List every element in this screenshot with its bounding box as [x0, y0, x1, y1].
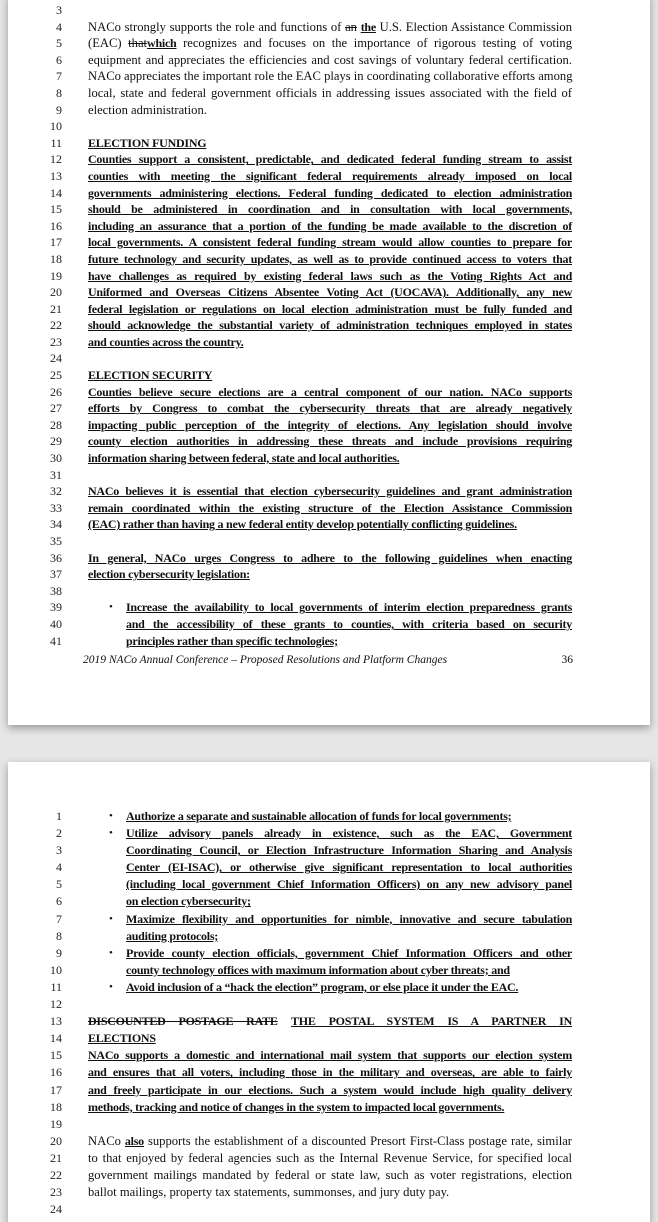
- text: (EAC): [88, 36, 129, 51]
- document-line: [8, 859, 650, 876]
- line-number: 1: [56, 809, 62, 823]
- document-line: [8, 234, 650, 251]
- line-number: 21: [50, 301, 62, 316]
- page-number: 36: [561, 654, 573, 666]
- line-text: [88, 317, 572, 334]
- document-line: [8, 1184, 650, 1201]
- line-number: 14: [50, 1031, 62, 1046]
- line-number: 16: [50, 1065, 62, 1080]
- line-text: [126, 945, 572, 962]
- inserted-text: local governments. A consistent federal funding stream would allow counties to prepare for: [88, 235, 572, 250]
- inserted-text: also: [124, 1133, 144, 1148]
- document-line: [8, 35, 650, 52]
- line-text: [88, 1184, 572, 1201]
- line-text: [88, 516, 572, 533]
- line-text: [88, 1099, 572, 1116]
- document-line: [8, 533, 650, 550]
- line-text: [88, 384, 572, 401]
- text: ballot mailings, property tax statements, summonses, and jury duty pay.: [88, 1185, 450, 1200]
- line-number: 30: [50, 451, 62, 466]
- line-text: [88, 19, 572, 36]
- inserted-text: and counties across the country.: [88, 334, 244, 349]
- document-line: [8, 842, 650, 859]
- line-number: 18: [50, 1099, 62, 1114]
- document-line: [8, 1030, 650, 1047]
- line-text: [88, 483, 572, 500]
- document-line: [8, 911, 650, 928]
- document-line: [8, 201, 650, 218]
- line-number: 8: [56, 928, 62, 943]
- line-text: [88, 301, 572, 318]
- inserted-text: NACo believes it is essential that election cybersecurity guidelines and grant administration: [88, 484, 572, 499]
- line-text: [88, 334, 572, 351]
- inserted-text: remain coordinated within the existing structure of the Election Assistance Commission: [88, 500, 572, 515]
- inserted-text: election cybersecurity legislation:: [88, 567, 250, 582]
- line-number: 2: [56, 826, 62, 841]
- line-number: 28: [50, 417, 62, 432]
- inserted-text: Avoid inclusion of a “hack the election” program, or else place it under the EAC.: [126, 979, 519, 994]
- inserted-text: Coordinating Council, or Election Infrastructure Information Sharing and Analysis: [126, 843, 572, 858]
- line-text: [88, 550, 572, 567]
- inserted-text: Counties believe secure elections are a central component of our nation. NACo supports: [88, 384, 572, 399]
- inserted-text: Center (EI-ISAC), or otherwise give significant representation to local authorities: [126, 860, 572, 875]
- document-line: [8, 19, 650, 36]
- text: to that enjoyed by federal agencies such as the Internal Revenue Service, for specified local: [88, 1150, 572, 1165]
- document-line: [8, 1167, 650, 1184]
- bullet-icon: •: [109, 912, 113, 925]
- line-number: 22: [50, 1167, 62, 1182]
- line-number: 24: [50, 351, 62, 366]
- line-number: 17: [50, 235, 62, 250]
- page-lines: [8, 808, 650, 1218]
- line-number: 4: [56, 860, 62, 875]
- inserted-text: methods, tracking and notice of changes in the system to impacted local governments.: [88, 1099, 505, 1114]
- inserted-text: and freely participate in our elections. Such a system would include high quality delivery: [88, 1082, 572, 1097]
- line-text: [88, 450, 572, 467]
- line-number: 15: [50, 1048, 62, 1063]
- inserted-text: ELECTION FUNDING: [88, 135, 207, 150]
- line-number: 24: [50, 1202, 62, 1217]
- line-text: [126, 979, 572, 996]
- document-line: [8, 1064, 650, 1081]
- line-number: 4: [56, 19, 62, 34]
- page-footer: [83, 654, 573, 666]
- inserted-text: Authorize a separate and sustainable allocation of funds for local governments;: [126, 809, 512, 823]
- line-number: 6: [56, 894, 62, 909]
- inserted-text: have challenges as required by existing federal laws such as the Voting Rights Act and: [88, 268, 572, 283]
- line-number: 8: [56, 85, 62, 100]
- text: U.S. Election Assistance Commission: [375, 19, 572, 34]
- line-text: [126, 893, 572, 910]
- text: NACo: [88, 1133, 125, 1148]
- inserted-text: counties with meeting the significant federal requirements already imposed on local: [88, 168, 572, 183]
- line-number: 23: [50, 334, 62, 349]
- inserted-text: impacting public perception of the integrity of elections. Any legislation should involve: [88, 417, 572, 432]
- line-text: [88, 433, 572, 450]
- inserted-text: ELECTIONS: [88, 1031, 156, 1046]
- document-line: [8, 317, 650, 334]
- line-number: 20: [50, 285, 62, 300]
- inserted-text: Increase the availability to local governments of interim election preparedness grants: [126, 600, 572, 615]
- document-line: [8, 566, 650, 583]
- line-text: [88, 201, 572, 218]
- document-line: [8, 1133, 650, 1150]
- line-text: [88, 52, 572, 69]
- document-line: [8, 135, 650, 152]
- inserted-text: including an assurance that a portion of the funding be made available to the discretion of: [88, 218, 572, 233]
- inserted-text: county technology offices with maximum information about cyber threats; and: [126, 962, 510, 977]
- line-text: [88, 185, 572, 202]
- document-line: [8, 334, 650, 351]
- line-number: 7: [56, 911, 62, 926]
- line-number: 20: [50, 1133, 62, 1148]
- document-line: [8, 301, 650, 318]
- document-line: [8, 808, 650, 825]
- document-line: [8, 483, 650, 500]
- document-line: [8, 151, 650, 168]
- line-text: [88, 1030, 572, 1047]
- line-number: 9: [56, 945, 62, 960]
- line-text: [88, 35, 572, 52]
- document-line: [8, 876, 650, 893]
- inserted-text: ELECTION SECURITY: [88, 368, 213, 383]
- document-line: [8, 633, 650, 650]
- line-number: 35: [50, 534, 62, 548]
- inserted-text: should acknowledge the substantial variety of administration techniques employed in states: [88, 318, 572, 333]
- document-line: [8, 1047, 650, 1064]
- line-text: [126, 911, 572, 928]
- line-number: 31: [50, 467, 62, 482]
- line-text: [88, 151, 572, 168]
- page-lines: [8, 2, 650, 649]
- document-line: [8, 417, 650, 434]
- document-line: [8, 467, 650, 484]
- line-text: [88, 1167, 572, 1184]
- line-text: [88, 218, 572, 235]
- document-line: [8, 1013, 650, 1030]
- inserted-text: and ensures that all voters, including those in the military and overseas, are able to fairly: [88, 1065, 572, 1080]
- line-number: 34: [50, 517, 62, 532]
- line-number: 29: [50, 434, 62, 449]
- line-text: [88, 1047, 572, 1064]
- line-number: 14: [50, 185, 62, 200]
- line-text: [126, 859, 572, 876]
- line-number: 26: [50, 384, 62, 399]
- document-line: [8, 400, 650, 417]
- bullet-icon: •: [109, 946, 113, 959]
- document-line: [8, 450, 650, 467]
- line-number: 18: [50, 251, 62, 266]
- document-line: [8, 996, 650, 1013]
- line-number: 32: [50, 484, 62, 499]
- line-text: [126, 962, 572, 979]
- line-text: [88, 284, 572, 301]
- document-line: [8, 350, 650, 367]
- inserted-text: federal legislation or regulations on local election administration must be fully funded and: [88, 301, 572, 316]
- document-line: [8, 185, 650, 202]
- line-number: 3: [56, 843, 62, 858]
- document-line: [8, 433, 650, 450]
- inserted-text: THE POSTAL SYSTEM IS A PARTNER IN: [291, 1014, 573, 1029]
- line-number: 38: [50, 583, 62, 598]
- document-line: [8, 384, 650, 401]
- text: election administration.: [88, 102, 207, 117]
- line-text: [88, 85, 572, 102]
- line-text: [88, 566, 572, 583]
- line-number: 40: [50, 616, 62, 631]
- inserted-text: future technology and security updates, as well as to provide continued access to voters that: [88, 251, 572, 266]
- line-text: [126, 616, 572, 633]
- line-text: [88, 1150, 572, 1167]
- document-line: [8, 102, 650, 119]
- text: NACo strongly supports the role and functions of: [88, 19, 346, 34]
- document-line: [8, 945, 650, 962]
- line-number: 37: [50, 567, 62, 582]
- inserted-text: and the accessibility of these grants to counties, with criteria based on security: [126, 616, 572, 631]
- line-text: [88, 417, 572, 434]
- inserted-text: the: [360, 19, 376, 34]
- inserted-text: auditing protocols;: [126, 928, 219, 943]
- line-number: 10: [50, 119, 62, 134]
- inserted-text: information sharing between federal, state and local authorities.: [88, 451, 400, 466]
- document-line: [8, 284, 650, 301]
- document-line: [8, 962, 650, 979]
- text: government mailings mandated by federal or state law, such as voter registrations, election: [88, 1167, 572, 1182]
- document-line: [8, 1116, 650, 1133]
- line-text: [126, 876, 572, 893]
- line-number: 19: [50, 268, 62, 283]
- line-number: 5: [56, 877, 62, 892]
- document-line: [8, 516, 650, 533]
- line-number: 41: [50, 633, 62, 648]
- line-number: 21: [50, 1150, 62, 1165]
- inserted-text: In general, NACo urges Congress to adhere to the following guidelines when enacting: [88, 550, 572, 565]
- text: [278, 1014, 291, 1028]
- text: equipment and appreciates the efficiencies and cost savings of voluntary federal certification.: [88, 52, 572, 67]
- line-text: [88, 1082, 572, 1099]
- line-text: [126, 928, 572, 945]
- line-text: [126, 842, 572, 859]
- line-text: [88, 234, 572, 251]
- document-line: [8, 218, 650, 235]
- line-number: 10: [50, 962, 62, 977]
- line-text: [126, 599, 572, 616]
- line-text: [88, 251, 572, 268]
- line-text: [126, 808, 572, 825]
- text: local, state and federal government officials in addressing issues associated with the field of: [88, 85, 572, 100]
- line-number: 33: [50, 500, 62, 515]
- document-line: [8, 893, 650, 910]
- inserted-text: Maximize flexibility and opportunities for nimble, innovative and secure tabulation: [126, 911, 572, 926]
- line-text: [88, 400, 572, 417]
- line-number: 22: [50, 318, 62, 333]
- bullet-icon: •: [109, 810, 113, 822]
- line-number: 15: [50, 202, 62, 217]
- bullet-icon: •: [109, 827, 113, 840]
- line-number: 39: [50, 600, 62, 615]
- bullet-icon: •: [109, 980, 113, 993]
- document-line: [8, 367, 650, 384]
- line-text: [88, 1064, 572, 1081]
- inserted-text: Uniformed and Overseas Citizens Absentee Voting Act (UOCAVA). Additionally, any new: [88, 285, 572, 300]
- inserted-text: governments administering elections. Federal funding dedicated to election administration: [88, 185, 572, 200]
- line-text: [126, 825, 572, 842]
- bullet-icon: •: [109, 601, 113, 614]
- line-text: [88, 102, 572, 119]
- document-line: [8, 118, 650, 135]
- document-line: [8, 928, 650, 945]
- inserted-text: county election authorities in addressing these threats and include provisions requiring: [88, 434, 572, 449]
- line-number: 17: [50, 1082, 62, 1097]
- deleted-text: an: [345, 19, 357, 34]
- line-number: 3: [56, 3, 62, 17]
- document-line: [8, 583, 650, 600]
- document-line: [8, 52, 650, 69]
- line-number: 5: [56, 36, 62, 51]
- inserted-text: principles rather than specific technologies;: [126, 633, 338, 648]
- line-text: [88, 500, 572, 517]
- document-line: [8, 1201, 650, 1218]
- line-number: 13: [50, 168, 62, 183]
- document-line: [8, 616, 650, 633]
- line-number: 13: [50, 1014, 62, 1029]
- inserted-text: Utilize advisory panels already in existence, such as the EAC, Government: [126, 826, 572, 841]
- document-page-36: [8, 0, 650, 725]
- line-text: [88, 68, 572, 85]
- document-line: [8, 979, 650, 996]
- inserted-text: efforts by Congress to combat the cybersecurity threats that are already negatively: [88, 401, 572, 416]
- inserted-text: should be administered in coordination and in consultation with local governments,: [88, 202, 572, 217]
- line-number: 6: [56, 52, 62, 67]
- line-text: [88, 367, 572, 384]
- line-text: [88, 1013, 572, 1030]
- inserted-text: (EAC) rather than having a new federal entity develop potentially conflicting guidelines.: [88, 517, 517, 532]
- line-number: 7: [56, 69, 62, 84]
- document-line: [8, 2, 650, 19]
- text: supports the establishment of a discounted Presort First-Class postage rate, similar: [143, 1133, 572, 1148]
- line-number: 27: [50, 401, 62, 416]
- line-number: 36: [50, 550, 62, 565]
- document-line: [8, 1150, 650, 1167]
- line-number: 19: [50, 1116, 62, 1131]
- line-number: 12: [50, 997, 62, 1012]
- document-line: [8, 500, 650, 517]
- inserted-text: NACo supports a domestic and international mail system that supports our election system: [88, 1048, 572, 1063]
- line-number: 11: [50, 979, 62, 994]
- inserted-text: Provide county election officials, government Chief Information Officers and other: [126, 945, 572, 960]
- text: recognizes and focuses on the importance of rigorous testing of voting: [176, 36, 572, 51]
- document-line: [8, 85, 650, 102]
- inserted-text: (including local government Chief Information Officers) on any new advisory panel: [126, 877, 572, 892]
- document-line: [8, 251, 650, 268]
- inserted-text: Counties support a consistent, predictable, and dedicated federal funding stream to assist: [88, 152, 572, 167]
- document-line: [8, 268, 650, 285]
- line-number: 16: [50, 218, 62, 233]
- line-text: [88, 268, 572, 285]
- document-line: [8, 550, 650, 567]
- line-text: [88, 1133, 572, 1150]
- document-page-37: [8, 762, 650, 1222]
- deleted-text: DISCOUNTED POSTAGE RATE: [88, 1014, 278, 1029]
- line-text: [88, 168, 572, 185]
- line-text: [126, 633, 572, 650]
- deleted-text: that: [128, 36, 148, 51]
- line-number: 23: [50, 1185, 62, 1200]
- inserted-text: which: [147, 36, 177, 51]
- line-number: 25: [50, 368, 62, 383]
- document-line: [8, 825, 650, 842]
- line-number: 11: [50, 135, 62, 150]
- line-number: 12: [50, 152, 62, 167]
- document-line: [8, 1099, 650, 1116]
- footer-title: 2019 NACo Annual Conference – Proposed Resolutions and Platform Changes: [83, 654, 448, 666]
- line-text: [88, 135, 572, 152]
- line-number: 9: [56, 102, 62, 117]
- document-line: [8, 1082, 650, 1099]
- inserted-text: on election cybersecurity;: [126, 894, 251, 909]
- document-line: [8, 599, 650, 616]
- document-line: [8, 68, 650, 85]
- text: NACo appreciates the important role the EAC plays in coordinating collaborative efforts among: [88, 69, 573, 84]
- document-line: [8, 168, 650, 185]
